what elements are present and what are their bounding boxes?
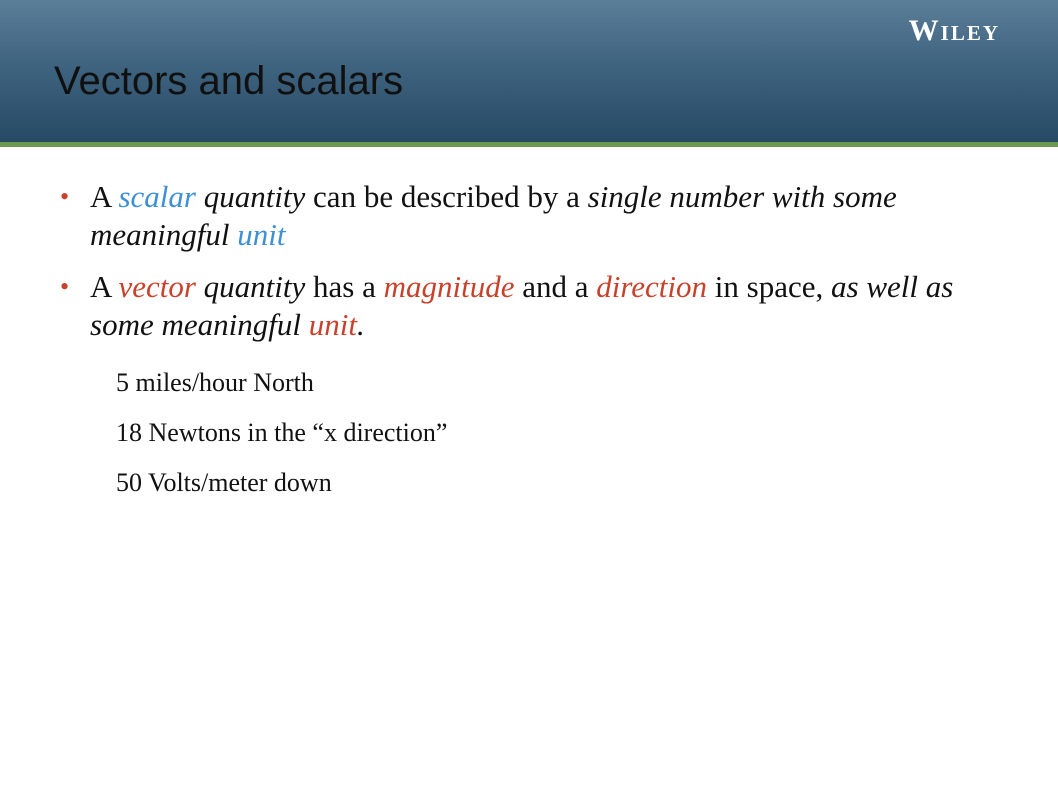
vector-examples-list: [60, 358, 1020, 508]
bullet-marker-icon: •: [60, 182, 70, 211]
bullet-text: A scalar quantity can be described by a single number with some meaningful unit: [90, 179, 897, 252]
example-item: 18 Newtons in the “x direction”: [116, 418, 448, 447]
example-item: 5 miles/hour North: [116, 368, 314, 397]
bullet-marker-icon: •: [60, 272, 70, 301]
slide-body: [60, 178, 1020, 508]
example-item: 50 Volts/meter down: [116, 468, 332, 497]
slide-title: Vectors and scalars: [54, 59, 404, 103]
wiley-logo: Wiley: [908, 14, 1000, 47]
bullet-scalar: [60, 178, 1020, 254]
header-divider: [0, 142, 1058, 147]
bullet-text: A vector quantity has a magnitude and a direction in space, as well as some meaningful unit.: [90, 269, 954, 342]
bullet-vector: [60, 268, 1020, 344]
